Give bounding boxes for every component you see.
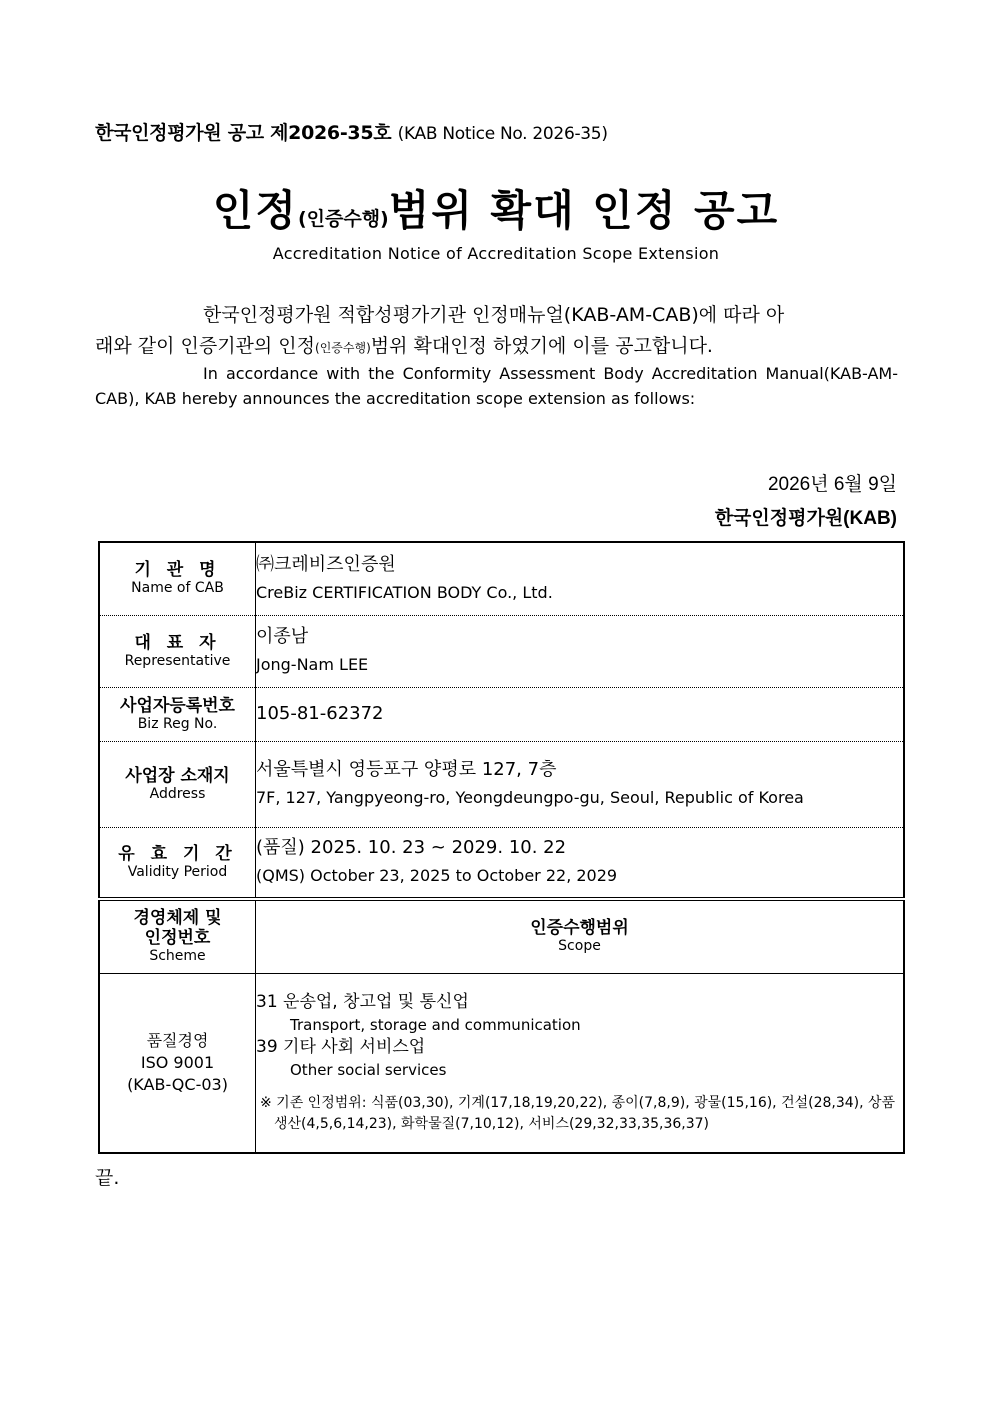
validity-kr: (품질) 2025. 10. 23 ~ 2029. 10. 22: [256, 837, 567, 859]
cab-value: [256, 542, 905, 615]
row-scope: [99, 973, 904, 1153]
para-kr-line1-text: 한국인정평가원 적합성평가기관 인정매뉴얼(KAB-AM-CAB)에 따라 아: [203, 304, 785, 326]
scheme-label-kr-2: 인정번호: [144, 928, 211, 949]
scope-note: ※ 기존 인정범위: 식품(03,30), 기계(17,18,19,20,22), 종이(7,8,9), 광물(15,16), 건설(28,34), 상품생산(4,5,6,14,23), 화학물질(7,10,12), 서비스(29,32,33,35,36,37): [260, 1094, 896, 1132]
issuing-organization: 한국인정평가원(KAB): [714, 508, 897, 529]
scope-item-kr: 39 기타 사회 서비스업: [256, 1036, 426, 1057]
scope-item-kr: 31 운송업, 창고업 및 통신업: [256, 991, 469, 1012]
page-subtitle: Accreditation Notice of Accreditation Scope Extension: [272, 244, 720, 263]
scheme-label-en: Scheme: [149, 948, 206, 965]
title-part-2: 범위 확대 인정 공고: [388, 186, 780, 235]
paragraph-en: In accordance with the Conformity Assessment Body Accreditation Manual(KAB-AM-CAB), KAB hereby announces the accreditation scope extension as follows:: [95, 364, 898, 408]
scope-label: [256, 899, 905, 973]
scope-value: [256, 973, 905, 1153]
biz-label: [99, 687, 256, 741]
para-kr-line2-a: 래와 같이 인증기관의 인정: [95, 335, 316, 357]
cab-name-kr: ㈜크레비즈인증원: [256, 553, 396, 575]
scheme-label: [99, 899, 256, 973]
addr-en: 7F, 127, Yangpyeong-ro, Yeongdeungpo-gu, Seoul, Republic of Korea: [256, 788, 804, 807]
row-cab-name: [99, 542, 904, 615]
scope-item-en: Other social services: [290, 1060, 447, 1079]
scheme-label-kr-1: 경영체제 및: [133, 908, 222, 929]
notice-date: 2026년 6월 9일: [767, 474, 897, 495]
addr-label: [99, 741, 256, 827]
row-representative: [99, 615, 904, 687]
rep-label: [99, 615, 256, 687]
cab-name-en: CreBiz CERTIFICATION BODY Co., Ltd.: [256, 582, 553, 602]
scheme-value-1: 품질경영: [146, 1030, 209, 1050]
row-validity: [99, 827, 904, 899]
validity-value: [256, 827, 905, 899]
addr-value: [256, 741, 905, 827]
para-kr-line2-small: (인증수행): [315, 341, 371, 355]
addr-kr: 서울특별시 영등포구 양평로 127, 7층: [256, 759, 557, 780]
rep-value: [256, 615, 905, 687]
title-small: (인증수행): [297, 208, 389, 230]
para-kr-line2-b: 범위 확대인정 하였기에 이를 공고합니다.: [370, 335, 713, 357]
title-part-1: 인정: [212, 186, 298, 235]
cab-label: [99, 542, 256, 615]
scheme-value: [99, 973, 256, 1153]
validity-label-kr: 유 효 기 간: [118, 843, 237, 864]
notice-number: [95, 118, 608, 145]
rep-label-en: Representative: [124, 652, 231, 669]
scheme-value-3: (KAB-QC-03): [127, 1074, 228, 1094]
rep-label-kr: 대 표 자: [134, 632, 221, 653]
cab-label-en: Name of CAB: [131, 580, 224, 597]
cab-label-kr: 기 관 명: [134, 560, 221, 581]
row-scheme-header: [99, 899, 904, 973]
addr-label-kr: 사업장 소재지: [125, 765, 230, 786]
rep-name-kr: 이종남: [256, 626, 309, 647]
accreditation-table: [98, 541, 905, 1154]
page-title: [0, 178, 992, 238]
biz-value: [256, 687, 905, 741]
row-address: [99, 741, 904, 827]
row-biz-reg: [99, 687, 904, 741]
validity-label: [99, 827, 256, 899]
notice-number-en: (KAB Notice No. 2026-35): [397, 124, 608, 144]
scheme-value-2: ISO 9001: [140, 1052, 215, 1072]
end-mark: 끝.: [95, 1167, 120, 1189]
addr-label-en: Address: [149, 785, 206, 802]
paragraph-kr-line-2: [95, 331, 898, 358]
biz-label-kr: 사업자등록번호: [120, 695, 235, 716]
biz-no: 105-81-62372: [256, 703, 384, 724]
validity-label-en: Validity Period: [127, 863, 228, 880]
rep-name-en: Jong-Nam LEE: [256, 655, 369, 674]
notice-number-kr: 한국인정평가원 공고 제2026-35호: [95, 122, 392, 144]
validity-en: (QMS) October 23, 2025 to October 22, 2029: [256, 866, 618, 886]
paragraph-kr-line-1: [95, 300, 898, 327]
scope-item-en: Transport, storage and communication: [290, 1015, 581, 1034]
scope-label-en: Scope: [558, 938, 601, 955]
biz-label-en: Biz Reg No.: [137, 715, 218, 732]
scope-label-kr: 인증수행범위: [530, 918, 629, 939]
